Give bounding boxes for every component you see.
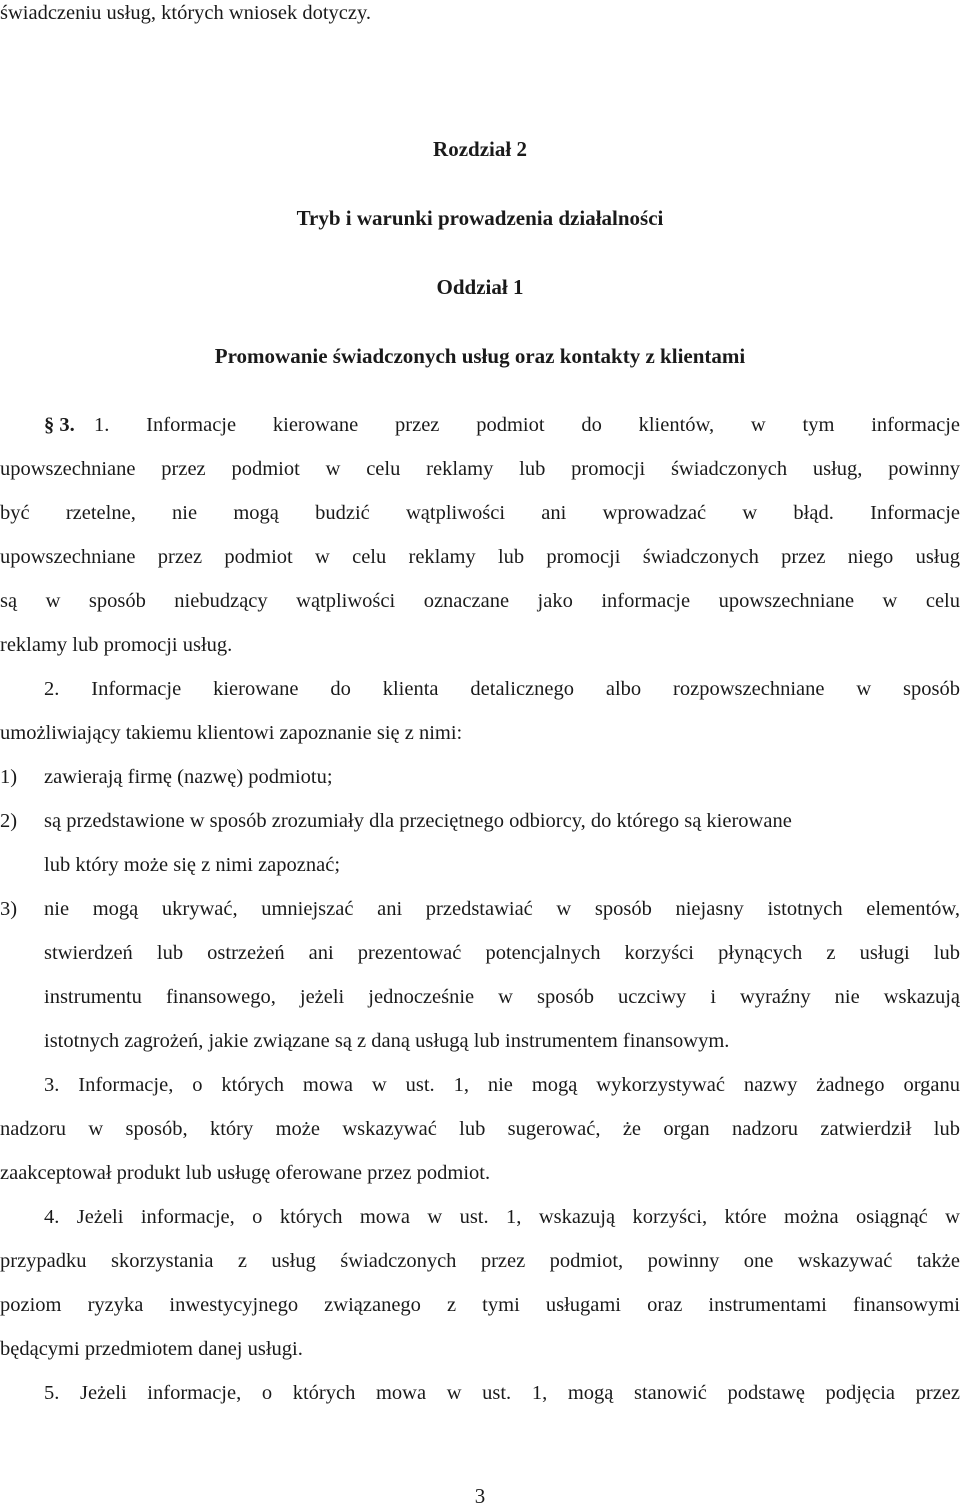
paragraph-4-line: przypadku skorzystania z usług świadczonych przez podmiot, powinny one wskazywać także <box>0 1250 960 1272</box>
paragraph-1-line: upowszechniane przez podmiot w celu reklamy lub promocji świadczonych usług, powinny <box>0 458 960 480</box>
list-item-line: istotnych zagrożeń, jakie związane są z daną usługą lub instrumentem finansowym. <box>44 1030 730 1052</box>
list-item-number: 3) <box>0 898 18 920</box>
chapter-title: Tryb i warunki prowadzenia działalności <box>296 206 664 230</box>
paragraph-4-line: będącymi przedmiotem danej usługi. <box>0 1338 303 1360</box>
list-item-line: są przedstawione w sposób zrozumiały dla przeciętnego odbiorcy, do którego są kierowane <box>44 810 792 832</box>
list-item-line: stwierdzeń lub ostrzeżeń ani prezentować potencjalnych korzyści płynących z usługi lub <box>44 942 960 964</box>
paragraph-1-line: są w sposób niebudzący wątpliwości oznaczane jako informacje upowszechniane w celu <box>0 590 960 612</box>
top-fragment: świadczeniu usług, których wniosek dotyczy. <box>0 2 372 24</box>
paragraph-2-line: umożliwiający takiemu klientowi zapoznanie się z nimi: <box>0 722 463 744</box>
paragraph-3-line: 3. Informacje, o których mowa w ust. 1, nie mogą wykorzystywać nazwy żadnego organu <box>44 1074 960 1096</box>
section-heading: Oddział 1 <box>436 275 524 299</box>
paragraph-1-line: być rzetelne, nie mogą budzić wątpliwości ani wprowadzać w błąd. Informacje <box>0 502 960 524</box>
paragraph-3-line: zaakceptował produkt lub usługę oferowane przez podmiot. <box>0 1162 491 1184</box>
paragraph-1-line: 1. Informacje kierowane przez podmiot do klientów, w tym informacje <box>94 414 960 436</box>
page-number: 3 <box>474 1484 486 1508</box>
paragraph-3-line: nadzoru w sposób, który może wskazywać lub sugerować, że organ nadzoru zatwierdził lub <box>0 1118 960 1140</box>
list-item-line: lub który może się z nimi zapoznać; <box>44 854 341 876</box>
paragraph-2-line: 2. Informacje kierowane do klienta detalicznego albo rozpowszechniane w sposób <box>44 678 960 700</box>
paragraph-4-line: 4. Jeżeli informacje, o których mowa w ust. 1, wskazują korzyści, które można osiągnąć w <box>44 1206 960 1228</box>
list-item-line: instrumentu finansowego, jeżeli jednocześnie w sposób uczciwy i wyraźny nie wskazują <box>44 986 960 1008</box>
paragraph-5-line: 5. Jeżeli informacje, o których mowa w ust. 1, mogą stanowić podstawę podjęcia przez <box>44 1382 960 1404</box>
section-title: Promowanie świadczonych usług oraz kontakty z klientami <box>214 344 746 368</box>
chapter-heading: Rozdział 2 <box>433 137 527 161</box>
list-item-line: nie mogą ukrywać, umniejszać ani przedstawiać w sposób niejasny istotnych elementów, <box>44 898 960 920</box>
article-marker: § 3. <box>44 414 75 436</box>
paragraph-1-line: upowszechniane przez podmiot w celu reklamy lub promocji świadczonych przez niego usług <box>0 546 960 568</box>
list-item-line: zawierają firmę (nazwę) podmiotu; <box>44 766 333 788</box>
list-item-number: 1) <box>0 766 18 788</box>
paragraph-1-line: reklamy lub promocji usług. <box>0 634 233 656</box>
list-item-number: 2) <box>0 810 18 832</box>
paragraph-4-line: poziom ryzyka inwestycyjnego związanego z tymi usługami oraz instrumentami finansowymi <box>0 1294 960 1316</box>
